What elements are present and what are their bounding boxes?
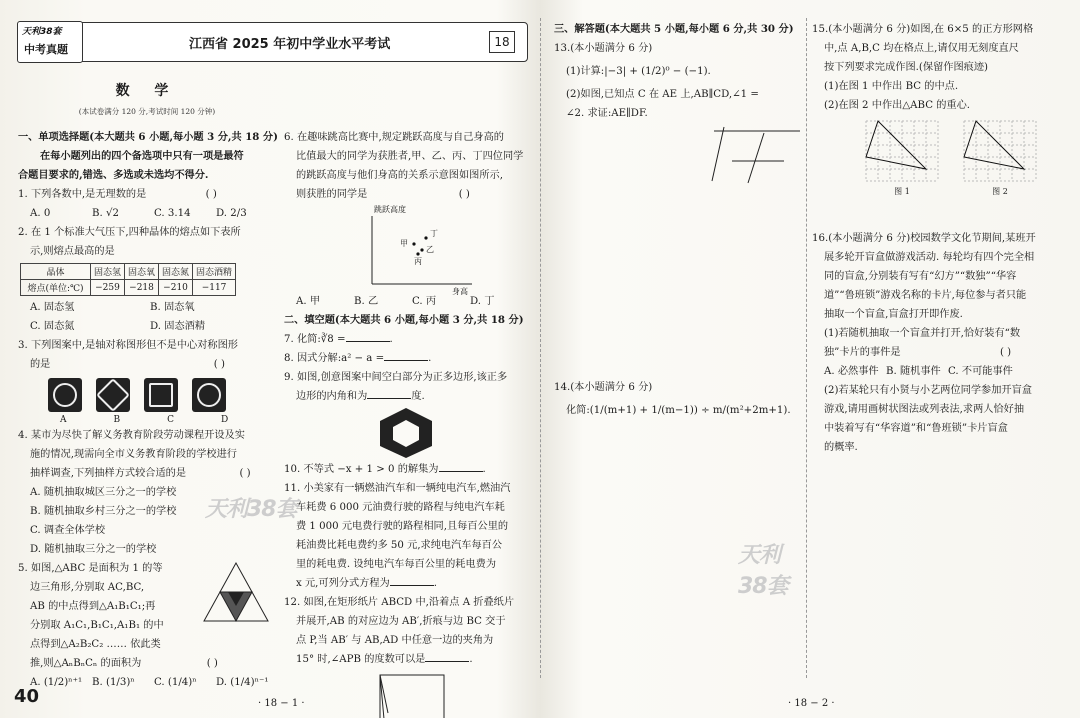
exam-number: 18: [489, 31, 515, 53]
question-5: [18, 559, 276, 673]
question-16: 同的盲盒,分别装有写有“幻方”“数独”“华容: [824, 271, 1017, 282]
column-4: [812, 0, 1074, 718]
question-4: 施的情况,现需向全市义务教育阶段的学校进行: [30, 449, 237, 460]
grid-figure-2: [962, 119, 1038, 197]
page-number-large: 40: [14, 686, 40, 707]
question-11: 车耗费 6 000 元油费行驶的路程与纯电汽车耗: [296, 502, 505, 513]
question-16-part-1: 独”卡片的事件是 ( ): [824, 347, 1012, 358]
point-yi: [420, 248, 423, 251]
question-16-part-2: 中装着写有“华容道”和“鲁班锁”卡片盲盒: [824, 423, 1008, 434]
pattern-labels: A B C D: [60, 415, 229, 425]
section-1-title: 一、单项选择题(本大题共 6 小题,每小题 3 分,共 18 分): [18, 131, 278, 143]
question-4-option: C. 调查全体学校: [30, 525, 106, 536]
question-6: 比值最大的同学为获胜者,甲、乙、丙、丁四位同学: [296, 151, 524, 162]
question-13-part-2: ∠2. 求证:AE∥DF.: [566, 108, 648, 119]
question-15-part-1: (1)在图 1 中作出 BC 的中点.: [824, 81, 959, 92]
question-4-option: B. 随机抽取乡村三分之一的学校: [30, 506, 177, 517]
question-2-options: A. 固态氢 B. 固态氧: [30, 302, 195, 313]
question-13-part-1: (1)计算:|−3| + (1/2)⁰ − (−1).: [566, 66, 711, 77]
pattern-b-icon: [96, 378, 130, 412]
question-12: 点 P,当 AB′ 与 AB,AD 中任意一边的夹角为: [296, 635, 494, 646]
question-13-part-2: (2)如图,已知点 C 在 AE 上,AB∥CD,∠1 =: [566, 89, 759, 100]
section-2-title: 二、填空题(本大题共 6 小题,每小题 3 分,共 18 分): [284, 314, 524, 326]
question-7: 7. 化简:∛8 = .: [284, 334, 393, 345]
question-11: 里的耗电费. 设纯电汽车每百公里的耗电费为: [296, 559, 497, 570]
question-11: x 元,可列分式方程为 .: [296, 578, 437, 589]
label-ding: 丁: [430, 229, 438, 238]
grid-figure-1: [864, 119, 940, 197]
jump-chart: [364, 204, 536, 296]
page-divider: [540, 18, 541, 678]
question-11: 耗油费比耗电费约多 50 元,求纯电汽车每百公: [296, 540, 503, 551]
column-2: [284, 0, 536, 718]
section-3-title: 三、解答题(本大题共 5 小题,每小题 6 分,共 30 分): [554, 23, 794, 35]
question-6: 的跳跃高度与他们身高的关系示意图如图所示,: [296, 170, 503, 181]
pattern-a-icon: [48, 378, 82, 412]
point-ding: [424, 236, 427, 239]
question-12: 15° 时,∠APB 的度数可以是 .: [296, 654, 473, 665]
section-1-note: 合题目要求的,错选、多选或未选均不得分.: [18, 169, 209, 181]
question-10: 10. 不等式 −x + 1 > 0 的解集为 .: [284, 464, 486, 475]
page-footer-right: · 18 − 2 ·: [788, 698, 835, 709]
watermark-logo: 天利38套: [205, 497, 297, 522]
question-2: 2. 在 1 个标准大气压下,四种晶体的熔点如下表所: [18, 227, 241, 238]
question-6-options: A. 甲 B. 乙 C. 丙 D. 丁: [296, 296, 495, 307]
question-4-option: A. 随机抽取城区三分之一的学校: [30, 487, 177, 498]
parallel-lines-figure: [704, 123, 804, 187]
question-5-line: 点得到△A₂B₂C₂ …… 依此类: [30, 639, 161, 650]
question-5-line: 边三角形,分别取 AC,BC,: [30, 582, 145, 593]
question-12: 12. 如图,在矩形纸片 ABCD 中,沿着点 A 折叠纸片: [284, 597, 515, 608]
x-axis-label: 身高: [452, 287, 468, 296]
exam-title: 江西省 2025 年初中学业水平考试: [189, 37, 391, 52]
section-1-note: 在每小题列出的四个备选项中只有一项是最符: [40, 150, 244, 162]
question-2: 示,则熔点最高的是: [30, 246, 115, 257]
question-5-options: A. (1/2)ⁿ⁺¹ B. (1/3)ⁿ C. (1/4)ⁿ D. (1/4)ⁿ⁻¹: [30, 677, 269, 688]
question-16-part-2: 游戏,请用画树状图法或列表法,求两人恰好抽: [824, 404, 1025, 415]
question-6: 6. 在趣味跳高比赛中,规定跳跃高度与自己身高的: [284, 132, 504, 143]
melting-point-table: 晶体 固态氢 固态氧 固态氮 固态酒精 熔点(单位:℃) −259 −218 −210 −117: [20, 263, 236, 296]
point-jia: [412, 242, 415, 245]
question-4: 4. 某市为尽快了解义务教育阶段劳动课程开设及实: [18, 430, 245, 441]
rectangle-fold-figure: [374, 669, 454, 718]
exam-note: (本试卷满分 120 分,考试时间 120 分钟): [78, 107, 216, 116]
question-16: 道”“鲁班锁”游戏名称的卡片,每位参与者只能: [824, 290, 1027, 301]
question-15: 中,点 A,B,C 均在格点上,请仅用无刻度直尺: [824, 43, 1019, 54]
watermark-logo: 天利38套: [738, 543, 788, 599]
question-9: 边形的内角和为 度.: [296, 391, 425, 402]
figure-1-caption: 图 1: [894, 187, 910, 196]
brand-logo: 天利38套 中考真题: [17, 21, 83, 63]
question-3: 的是 ( ): [30, 359, 225, 370]
question-11: 费 1 000 元电费行驶的路程相同,且每百公里的: [296, 521, 509, 532]
symmetry-figures: [18, 378, 276, 412]
y-axis-label: 跳跃高度: [374, 205, 406, 214]
label-yi: 乙: [426, 245, 434, 254]
question-14: 14.(本小题满分 6 分): [554, 382, 653, 393]
triangle-figure: [200, 559, 272, 625]
question-14-expression: 化简:(1/(m+1) + 1/(m−1)) ÷ m/(m²+2m+1).: [566, 405, 791, 416]
question-16: 16.(本小题满分 6 分)校园数学文化节期间,某班开: [812, 233, 1036, 244]
question-16-part-2: (2)若某轮只有小贤与小艺两位同学参加开盲盒: [824, 385, 1032, 396]
page-footer-left: · 18 − 1 ·: [258, 698, 305, 709]
label-bing: 丙: [414, 257, 422, 266]
question-5-line: 推,则△AₙBₙCₙ 的面积为 ( ): [30, 658, 218, 669]
question-11: 11. 小美家有一辆燃油汽车和一辆纯电汽车,燃油汽: [284, 483, 511, 494]
question-15: 15.(本小题满分 6 分)如图,在 6×5 的正方形网格: [812, 24, 1034, 35]
question-15-part-2: (2)在图 2 中作出△ABC 的重心.: [824, 100, 971, 111]
question-16-part-2: 的概率.: [824, 442, 858, 453]
question-13: 13.(本小题满分 6 分): [554, 43, 653, 54]
question-3: 3. 下列图案中,是轴对称图形但不是中心对称图形: [18, 340, 238, 351]
column-1: [18, 0, 276, 718]
question-8: 8. 因式分解:a² − a = .: [284, 353, 432, 364]
question-15: 按下列要求完成作图.(保留作图痕迹): [824, 62, 988, 73]
question-16: 展多轮开盲盒做游戏活动. 每轮均有四个完全相: [824, 252, 1035, 263]
question-4-option: D. 随机抽取三分之一的学校: [30, 544, 157, 555]
subject-title: 数 学: [115, 83, 179, 99]
question-16-options: A. 必然事件 B. 随机事件 C. 不可能事件: [824, 366, 1013, 377]
question-16-part-1: (1)若随机抽取一个盲盒并打开,恰好装有“数: [824, 328, 1021, 339]
question-5-line: 分别取 A₁C₁,B₁C₁,A₁B₁ 的中: [30, 620, 164, 631]
question-1-options: A. 0 B. √2 C. 3.14 D. 2/3: [30, 208, 247, 219]
question-4: 抽样调查,下列抽样方式较合适的是 ( ): [30, 468, 251, 479]
question-5-line: 5. 如图,△ABC 是面积为 1 的等: [18, 563, 163, 574]
column-divider: [806, 18, 807, 678]
question-16: 抽取一个盲盒,盲盒打开即作废.: [824, 309, 963, 320]
hexagon-pattern: [284, 406, 536, 460]
question-9: 9. 如图,创意图案中间空白部分为正多边形,该正多: [284, 372, 508, 383]
label-jia: 甲: [400, 239, 408, 248]
question-1: 1. 下列各数中,是无理数的是 ( ): [18, 189, 217, 200]
question-6: 则获胜的同学是 ( ): [296, 189, 470, 200]
pattern-c-icon: [144, 378, 178, 412]
pattern-d-icon: [192, 378, 226, 412]
grid-figures: [864, 119, 1074, 197]
question-5-line: AB 的中点得到△A₁B₁C₁;再: [30, 601, 156, 612]
question-12: 并展开,AB 的对应边为 AB′,折痕与边 BC 交于: [296, 616, 506, 627]
question-2-options: C. 固态氮 D. 固态酒精: [30, 321, 206, 332]
figure-2-caption: 图 2: [992, 187, 1008, 196]
column-3: [554, 0, 804, 718]
